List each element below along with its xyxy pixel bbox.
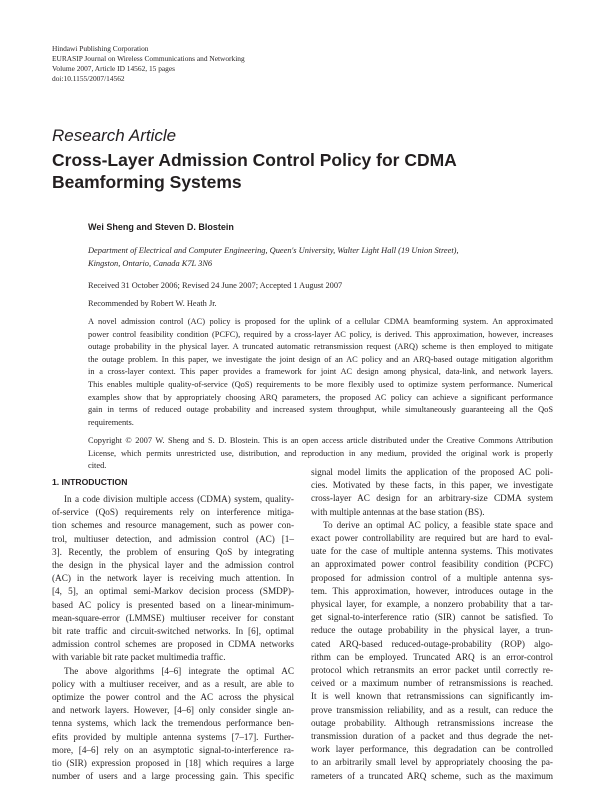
text-line: cies. Motivated by these facts, in this paper, we investigate [311, 480, 553, 491]
text-line: Beamforming Systems [52, 172, 242, 192]
article-type: Research Article [52, 126, 177, 145]
text-line: examples show that by appropriately choosing ARQ parameters, the proposed AC policy can achieve a significant performance [88, 392, 553, 402]
text-line: uate for the case of multiple antenna systems. This motivates [311, 546, 553, 557]
text-line: outage probability. Although retransmissions increase the [311, 717, 553, 728]
paper-title [52, 149, 457, 193]
text-line: the outage problem. In this paper, we investigate the joint design of an AC policy and an ARQ-based outage mitigation algorithm [88, 354, 553, 364]
affiliation [88, 244, 459, 270]
text-line: prove transmission reliability, and as a result, can reduce the [311, 704, 553, 715]
text-line: Kingston, Ontario, Canada K7L 3N6 [88, 259, 213, 268]
text-line: gain in terms of reduced outage probability and increased system throughput, while simultaneously guaranteeing all the QoS [88, 405, 553, 415]
text-line: Copyright © 2007 W. Sheng and S. D. Blostein. This is an open access article distributed under the Creative Commons Attribution [88, 436, 553, 445]
text-line: requirements. [88, 417, 134, 427]
recommended-by: Recommended by Robert W. Heath Jr. [88, 299, 217, 308]
paragraph [52, 493, 294, 665]
text-line: reduce the outage probability in the physical layer, a trun- [311, 625, 553, 636]
text-line: work layer performance, this degradation can be controlled [311, 744, 553, 755]
right-column [311, 466, 553, 783]
text-line: rameters of a truncated ARQ scheme, such as the maximum [311, 770, 553, 781]
text-line: The above algorithms [4–6] integrate the optimal AC [64, 665, 294, 676]
dates: Received 31 October 2006; Revised 24 June 2007; Accepted 1 August 2007 [88, 281, 343, 290]
text-line: [4, 5], an optimal semi-Markov decision process (SMDP)- [52, 586, 294, 597]
authors: Wei Sheng and Steven D. Blostein [88, 222, 234, 232]
journal-header [52, 44, 245, 84]
text-line: to an arbitrarily small level by appropriately choosing the pa- [311, 757, 553, 768]
text-line: in a cross-layer context. This paper provides a framework for joint AC design among physical, data-link, and network layers. [88, 367, 553, 377]
text-line: and network layers. However, [4–6] only consider single an- [52, 705, 294, 716]
text-line: Department of Electrical and Computer Engineering, Queen's University, Walter Light Hall (19 Union Street), [88, 246, 459, 255]
text-line: power control feasibility condition (PCFC), required by a cross-layer AC policy, is derived. This approximation, however, increases [88, 329, 553, 339]
text-line: License, which permits unrestricted use, distribution, and reproduction in any medium, provided the original work is properly [88, 448, 553, 458]
text-line: 3]. Recently, the problem of ensuring QoS by integrating [52, 546, 294, 557]
text-line: cated ARQ-based reduced-outage-probability (ROP) algo- [311, 638, 553, 649]
text-line: signal model limits the application of the proposed AC poli- [311, 467, 553, 477]
text-line: In a code division multiple access (CDMA) system, quality- [64, 494, 294, 504]
text-line: of-service (QoS) requirements rely on interference mitiga- [52, 507, 294, 518]
text-line: tenna systems, which lack the tremendous performance ben- [52, 718, 294, 729]
text-line: admission control schemes are proposed in CDMA networks [52, 639, 294, 650]
text-line: EURASIP Journal on Wireless Communications and Networking [52, 54, 245, 63]
text-line: tem. This approximation, however, introduces outage in the [311, 585, 553, 596]
text-line: protocol which retransmits an error packet until correctly re- [311, 665, 553, 676]
text-line: optimize the power control and the AC across the physical [52, 692, 294, 703]
text-line: Volume 2007, Article ID 14562, 15 pages [52, 64, 176, 73]
text-line: Hindawi Publishing Corporation [52, 44, 149, 53]
text-line: mean-square-error (LMMSE) multiuser receiver for constant [52, 612, 294, 623]
paragraph [311, 466, 553, 519]
text-line: get signal-to-interference ratio (SIR) cannot be satisfied. To [311, 612, 553, 623]
text-line: Cross-Layer Admission Control Policy for CDMA [52, 150, 457, 170]
text-line: efits provided by multiple antenna systems [7–17]. Further- [52, 731, 294, 742]
text-line: trol, multiuser detection, and admission control (AC) [1– [52, 533, 294, 544]
text-line: number of users and a large processing gain. This specific [52, 771, 294, 782]
abstract [88, 316, 553, 429]
text-line: transmission duration of a packet and thus degrade the net- [311, 731, 553, 742]
text-line: It is well known that retransmissions can significantly im- [311, 691, 553, 702]
text-line: tio (SIR) expression proposed in [18] which requires a large [52, 758, 294, 769]
text-line: based AC policy is presented based on a linear-minimum- [52, 599, 294, 610]
text-line: exact power controllability are required but are hard to eval- [311, 533, 553, 544]
text-line: (AC) in the network layer is receiving much attention. In [52, 573, 294, 584]
text-line: tion schemes and resource management, such as power con- [52, 520, 294, 531]
text-line: outage probability in the physical layer. A truncated automatic retransmission request (ARQ) scheme is then employed to mitigate [88, 342, 553, 352]
text-line: bit rate traffic and circuit-switched networks. In [6], optimal [52, 626, 294, 637]
text-line: policy with a multiuser receiver, and as a result, are able to [52, 678, 294, 689]
text-line: To derive an optimal AC policy, a feasible state space and [323, 519, 553, 530]
text-line: physical layer, for example, a nonzero probability that a tar- [311, 599, 553, 610]
text-line: A novel admission control (AC) policy is proposed for the uplink of a cellular CDMA beamforming system. An approximated [88, 317, 553, 326]
text-line: rithm can be employed. Truncated ARQ is an error-control [311, 651, 553, 662]
text-line: cited. [88, 461, 107, 471]
section-heading: 1. INTRODUCTION [52, 477, 128, 487]
text-line: with multiple antennas at the base station (BS). [311, 506, 485, 517]
text-line: with variable bit rate packet multimedia traffic. [52, 652, 226, 663]
text-line: This enables multiple quality-of-service (QoS) requirements to be more flexibly used to optimize system performance. Numerical [88, 379, 553, 389]
text-line: more, [4–6] rely on an asymptotic signal-to-interference ra- [52, 744, 294, 755]
text-line: ceived or a maximum number of retransmissions is reached. [311, 678, 553, 689]
paragraph [52, 665, 294, 784]
left-column [52, 493, 294, 783]
text-line: cross-layer AC design for an arbitrary-size CDMA system [311, 493, 553, 504]
paragraph [311, 519, 553, 783]
text-line: proposed for admission control of a multiple antenna sys- [311, 572, 553, 583]
text-line: the design in the physical layer and the admission control [52, 560, 294, 571]
text-line: doi:10.1155/2007/14562 [52, 74, 125, 83]
text-line: an approximated power control feasibility condition (PCFC) [311, 559, 553, 570]
